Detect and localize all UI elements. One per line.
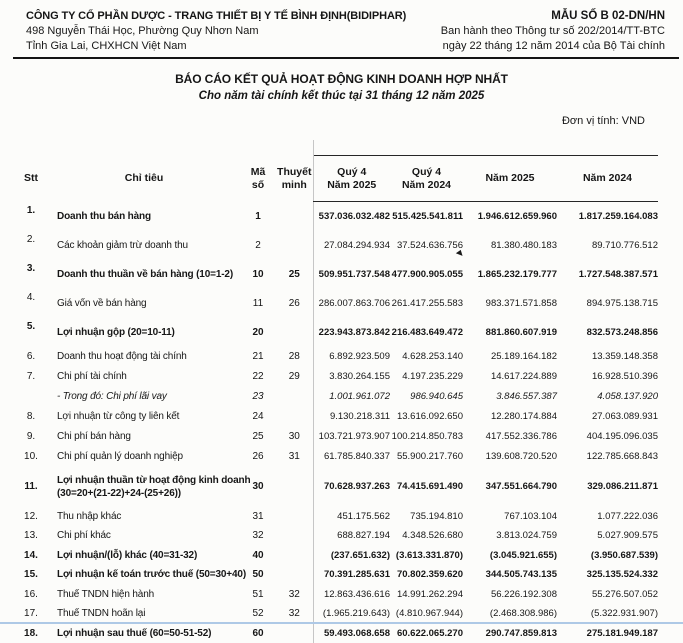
row-number: 18.	[14, 624, 48, 643]
cell-nam-2024: 325.135.524.332	[557, 565, 658, 585]
row-number: 7.	[14, 367, 48, 387]
table-row	[14, 387, 658, 407]
row-label: Doanh thu thuần về bán hàng (10=1-2)	[48, 260, 240, 289]
row-code: 26	[240, 447, 276, 467]
cell-nam-2024: 329.086.211.871	[557, 467, 658, 507]
row-code: 60	[240, 624, 276, 643]
table-row	[14, 507, 658, 527]
cell-nam-2025: 56.226.192.308	[463, 585, 557, 605]
row-note-ref: 32	[276, 604, 313, 624]
row-number: 16.	[14, 585, 48, 605]
row-number: 14.	[14, 546, 48, 566]
row-note-ref	[276, 526, 313, 546]
cell-q4-2025: 451.175.562	[313, 507, 390, 527]
row-label: Lợi nhuận gộp (20=10-11)	[48, 318, 240, 347]
row-label: Lợi nhuận/(lỗ) khác (40=31-32)	[48, 546, 240, 566]
row-note-ref: 26	[276, 289, 313, 318]
report-title-block	[0, 72, 683, 104]
row-number: 8.	[14, 407, 48, 427]
table-body	[14, 202, 658, 643]
currency-unit-label: Đơn vị tính: VND	[0, 115, 683, 127]
cell-q4-2024: 4.197.235.229	[390, 367, 463, 387]
cell-q4-2024: 515.425.541.811	[390, 202, 463, 231]
cell-nam-2025: 1.865.232.179.777	[463, 260, 557, 289]
cell-nam-2025: (3.045.921.655)	[463, 546, 557, 566]
report-subtitle: Cho năm tài chính kết thúc tại 31 tháng 12 năm 2025	[0, 89, 683, 104]
row-note-ref: 30	[276, 427, 313, 447]
letterhead-divider	[13, 57, 679, 59]
row-number: 15.	[14, 565, 48, 585]
letterhead	[0, 0, 683, 54]
row-code: 25	[240, 427, 276, 447]
cell-q4-2024: 477.900.905.055	[390, 260, 463, 289]
row-note-ref	[276, 202, 313, 231]
row-code: 10	[240, 260, 276, 289]
row-label: Lợi nhuận thuần từ hoạt động kinh doanh (30=20+(21-22)+24-(25+26))	[48, 467, 240, 507]
table-row	[14, 565, 658, 585]
col-header-q4-2024: Quý 4 Năm 2024	[390, 156, 463, 202]
cell-nam-2024: 832.573.248.856	[557, 318, 658, 347]
row-note-ref	[276, 624, 313, 643]
cell-nam-2024: 1.727.548.387.571	[557, 260, 658, 289]
form-issued-line2: ngày 22 tháng 12 năm 2014 của Bộ Tài chính	[441, 39, 665, 54]
cell-q4-2025: 9.130.218.311	[313, 407, 390, 427]
row-code: 2	[240, 231, 276, 260]
cell-q4-2025: 59.493.068.658	[313, 624, 390, 643]
row-code: 24	[240, 407, 276, 427]
cell-q4-2025: 103.721.973.907	[313, 427, 390, 447]
row-number: 1.	[14, 202, 48, 231]
cell-q4-2024: 70.802.359.620	[390, 565, 463, 585]
cell-q4-2025: (1.965.219.643)	[313, 604, 390, 624]
table-row	[14, 260, 658, 289]
row-code: 31	[240, 507, 276, 527]
row-label: Doanh thu hoạt động tài chính	[48, 347, 240, 367]
row-label: Chi phí tài chính	[48, 367, 240, 387]
row-label: Lợi nhuận kế toán trước thuế (50=30+40)	[48, 565, 240, 585]
cell-nam-2024: (3.950.687.539)	[557, 546, 658, 566]
table-row	[14, 318, 658, 347]
table-row	[14, 604, 658, 624]
company-address-line2: Tỉnh Gia Lai, CHXHCN Việt Nam	[26, 39, 406, 54]
report-title: BÁO CÁO KẾT QUẢ HOẠT ĐỘNG KINH DOANH HỢP NHẤT	[0, 72, 683, 87]
cell-q4-2025: 509.951.737.548	[313, 260, 390, 289]
cell-nam-2025: (2.468.308.986)	[463, 604, 557, 624]
col-header-nam-2024: Năm 2024	[557, 156, 658, 202]
row-number: 4.	[14, 289, 48, 318]
cell-q4-2024: 735.194.810	[390, 507, 463, 527]
cell-nam-2025: 25.189.164.182	[463, 347, 557, 367]
row-label: Thuế TNDN hoãn lại	[48, 604, 240, 624]
row-note-ref	[276, 318, 313, 347]
row-code: 21	[240, 347, 276, 367]
header-row	[14, 156, 658, 202]
row-code: 23	[240, 387, 276, 407]
cell-nam-2024: 894.975.138.715	[557, 289, 658, 318]
row-note-ref	[276, 507, 313, 527]
col-header-chi-tieu: Chỉ tiêu	[48, 156, 240, 202]
col-header-thuyet-minh: Thuyết minh	[276, 156, 313, 202]
cell-q4-2025: 70.391.285.631	[313, 565, 390, 585]
cell-nam-2025: 983.371.571.858	[463, 289, 557, 318]
row-number: 11.	[14, 467, 48, 507]
income-statement-table	[14, 140, 658, 643]
row-note-ref: 25	[276, 260, 313, 289]
form-issued-line1: Ban hành theo Thông tư số 202/2014/TT-BTC	[441, 24, 665, 39]
cell-q4-2025: (237.651.632)	[313, 546, 390, 566]
table-row	[14, 347, 658, 367]
window-bottom-edge	[0, 622, 683, 624]
cell-nam-2025: 1.946.612.659.960	[463, 202, 557, 231]
row-note-ref: 32	[276, 585, 313, 605]
table-row	[14, 289, 658, 318]
cell-q4-2025: 3.830.264.155	[313, 367, 390, 387]
table-row	[14, 546, 658, 566]
cell-nam-2024: 275.181.949.187	[557, 624, 658, 643]
row-number: 13.	[14, 526, 48, 546]
row-code: 1	[240, 202, 276, 231]
cell-nam-2024: (5.322.931.907)	[557, 604, 658, 624]
cell-q4-2025: 6.892.923.509	[313, 347, 390, 367]
header-spacer-row	[14, 140, 658, 156]
row-note-ref: 31	[276, 447, 313, 467]
row-number: 2.	[14, 231, 48, 260]
row-number: 12.	[14, 507, 48, 527]
cell-nam-2024: 4.058.137.920	[557, 387, 658, 407]
row-note-ref	[276, 407, 313, 427]
cell-nam-2024: 1.077.222.036	[557, 507, 658, 527]
cell-nam-2025: 347.551.664.790	[463, 467, 557, 507]
row-label: - Trong đó: Chi phí lãi vay	[48, 387, 240, 407]
cell-q4-2025: 688.827.194	[313, 526, 390, 546]
cell-q4-2024: 55.900.217.760	[390, 447, 463, 467]
row-number: 3.	[14, 260, 48, 289]
row-code: 30	[240, 467, 276, 507]
cell-nam-2025: 3.846.557.387	[463, 387, 557, 407]
row-label: Chi phí quản lý doanh nghiệp	[48, 447, 240, 467]
cell-nam-2025: 767.103.104	[463, 507, 557, 527]
row-code: 20	[240, 318, 276, 347]
row-label: Lợi nhuận sau thuế (60=50-51-52)	[48, 624, 240, 643]
cell-nam-2024: 5.027.909.575	[557, 526, 658, 546]
row-code: 32	[240, 526, 276, 546]
cell-q4-2024: 60.622.065.270	[390, 624, 463, 643]
cell-nam-2025: 12.280.174.884	[463, 407, 557, 427]
form-info-block	[441, 9, 665, 54]
table-row	[14, 624, 658, 643]
row-note-ref: 29	[276, 367, 313, 387]
row-note-ref	[276, 387, 313, 407]
row-label: Giá vốn về bán hàng	[48, 289, 240, 318]
row-code: 11	[240, 289, 276, 318]
cell-q4-2024: (4.810.967.944)	[390, 604, 463, 624]
cell-nam-2024: 404.195.096.035	[557, 427, 658, 447]
row-label: Các khoản giảm trừ doanh thu	[48, 231, 240, 260]
cell-q4-2024: 4.628.253.140	[390, 347, 463, 367]
row-code: 52	[240, 604, 276, 624]
cell-nam-2024: 1.817.259.164.083	[557, 202, 658, 231]
cell-nam-2025: 3.813.024.759	[463, 526, 557, 546]
form-number: MẪU SỐ B 02-DN/HN	[441, 9, 665, 24]
cell-nam-2024: 27.063.089.931	[557, 407, 658, 427]
row-code: 22	[240, 367, 276, 387]
company-address-line1: 498 Nguyễn Thái Học, Phường Quy Nhơn Nam	[26, 24, 406, 39]
company-block	[26, 9, 406, 54]
cell-q4-2025: 61.785.840.337	[313, 447, 390, 467]
cell-q4-2025: 537.036.032.482	[313, 202, 390, 231]
cell-nam-2025: 139.608.720.520	[463, 447, 557, 467]
row-note-ref	[276, 467, 313, 507]
row-number: 6.	[14, 347, 48, 367]
row-code: 51	[240, 585, 276, 605]
cell-nam-2025: 81.380.480.183	[463, 231, 557, 260]
cell-q4-2024: 261.417.255.583	[390, 289, 463, 318]
cell-q4-2024: (3.613.331.870)	[390, 546, 463, 566]
row-number: 5.	[14, 318, 48, 347]
row-number: 10.	[14, 447, 48, 467]
row-label: Chi phí khác	[48, 526, 240, 546]
cell-q4-2024: 4.348.526.680	[390, 526, 463, 546]
cell-q4-2024: 37.524.636.756	[390, 231, 463, 260]
col-header-stt: Stt	[14, 156, 48, 202]
table-row	[14, 202, 658, 231]
table-row	[14, 427, 658, 447]
cell-nam-2024: 13.359.148.358	[557, 347, 658, 367]
cell-q4-2025: 12.863.436.616	[313, 585, 390, 605]
row-note-ref	[276, 546, 313, 566]
table-row	[14, 585, 658, 605]
cell-nam-2024: 55.276.507.052	[557, 585, 658, 605]
cell-nam-2025: 881.860.607.919	[463, 318, 557, 347]
table-header	[14, 140, 658, 202]
row-label: Thu nhập khác	[48, 507, 240, 527]
table-row	[14, 526, 658, 546]
cell-q4-2024: 100.214.850.783	[390, 427, 463, 447]
table-row	[14, 407, 658, 427]
cell-nam-2025: 290.747.859.813	[463, 624, 557, 643]
cell-q4-2024: 986.940.645	[390, 387, 463, 407]
cell-q4-2025: 1.001.961.072	[313, 387, 390, 407]
cell-nam-2024: 16.928.510.396	[557, 367, 658, 387]
cell-q4-2024: 13.616.092.650	[390, 407, 463, 427]
row-code: 40	[240, 546, 276, 566]
cell-q4-2024: 74.415.691.490	[390, 467, 463, 507]
cell-nam-2024: 89.710.776.512	[557, 231, 658, 260]
table-row	[14, 367, 658, 387]
cell-q4-2025: 70.628.937.263	[313, 467, 390, 507]
table-row	[14, 231, 658, 260]
cell-nam-2025: 344.505.743.135	[463, 565, 557, 585]
cell-q4-2024: 216.483.649.472	[390, 318, 463, 347]
row-note-ref	[276, 231, 313, 260]
cell-nam-2025: 417.552.336.786	[463, 427, 557, 447]
row-number: 17.	[14, 604, 48, 624]
cell-nam-2025: 14.617.224.889	[463, 367, 557, 387]
cell-q4-2025: 286.007.863.706	[313, 289, 390, 318]
row-number: 9.	[14, 427, 48, 447]
table-row	[14, 467, 658, 507]
row-label: Thuế TNDN hiện hành	[48, 585, 240, 605]
cell-q4-2025: 223.943.873.842	[313, 318, 390, 347]
company-name: CÔNG TY CỔ PHẦN DƯỢC - TRANG THIẾT BỊ Y TẾ BÌNH ĐỊNH(BIDIPHAR)	[26, 9, 406, 24]
cell-q4-2024: 14.991.262.294	[390, 585, 463, 605]
row-number	[14, 387, 48, 407]
row-code: 50	[240, 565, 276, 585]
row-label: Doanh thu bán hàng	[48, 202, 240, 231]
row-label: Lợi nhuận từ công ty liên kết	[48, 407, 240, 427]
row-note-ref: 28	[276, 347, 313, 367]
row-note-ref	[276, 565, 313, 585]
cell-nam-2024: 122.785.668.843	[557, 447, 658, 467]
table-row	[14, 447, 658, 467]
col-header-nam-2025: Năm 2025	[463, 156, 557, 202]
col-header-q4-2025: Quý 4 Năm 2025	[313, 156, 390, 202]
row-label: Chi phí bán hàng	[48, 427, 240, 447]
cell-q4-2025: 27.084.294.934	[313, 231, 390, 260]
col-header-ma-so: Mã số	[240, 156, 276, 202]
